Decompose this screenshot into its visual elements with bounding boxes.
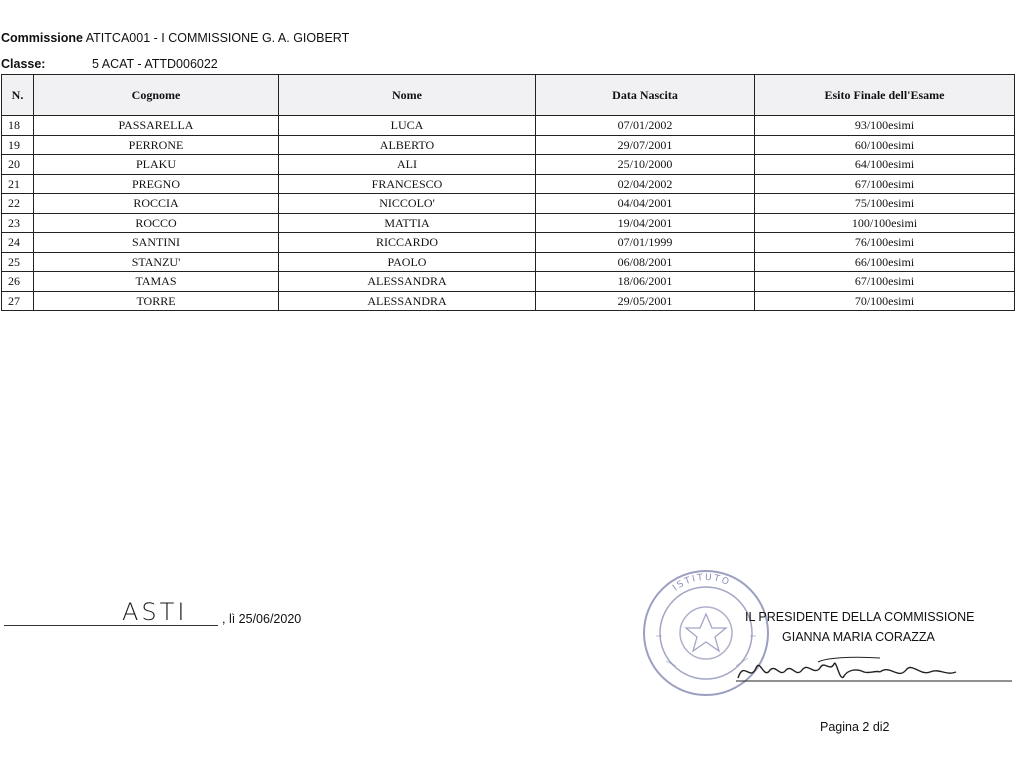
surname-cell: ROCCO — [34, 213, 279, 233]
table-row — [2, 291, 1015, 311]
table-body — [2, 116, 1015, 311]
column-header: Cognome — [34, 75, 279, 116]
surname-cell: TORRE — [34, 291, 279, 311]
birth-date-cell: 07/01/2002 — [536, 116, 755, 136]
class-label: Classe: — [1, 57, 46, 71]
place-underline — [4, 625, 218, 626]
column-header: N. — [2, 75, 34, 116]
surname-cell: STANZU' — [34, 252, 279, 272]
class-value: 5 ACAT - ATTD006022 — [92, 57, 218, 71]
handwritten-place: ASTI — [122, 598, 188, 626]
birth-date-cell: 06/08/2001 — [536, 252, 755, 272]
birth-date-cell: 07/01/1999 — [536, 233, 755, 253]
first-name-cell: ALBERTO — [279, 135, 536, 155]
final-grade-cell: 67/100esimi — [755, 174, 1015, 194]
surname-cell: PLAKU — [34, 155, 279, 175]
commission-value: ATITCA001 - I COMMISSIONE G. A. GIOBERT — [85, 31, 350, 45]
table-row — [2, 116, 1015, 136]
birth-date-cell: 25/10/2000 — [536, 155, 755, 175]
first-name-cell: MATTIA — [279, 213, 536, 233]
first-name-cell: NICCOLO' — [279, 194, 536, 214]
column-header: Data Nascita — [536, 75, 755, 116]
final-grade-cell: 76/100esimi — [755, 233, 1015, 253]
table-row — [2, 174, 1015, 194]
row-number-cell: 20 — [2, 155, 34, 175]
handwritten-signature — [730, 650, 1020, 690]
class-line — [1, 57, 218, 71]
final-grade-cell: 60/100esimi — [755, 135, 1015, 155]
column-header: Nome — [279, 75, 536, 116]
table-row — [2, 135, 1015, 155]
surname-cell: PREGNO — [34, 174, 279, 194]
row-number-cell: 18 — [2, 116, 34, 136]
commission-label: Commissione — [1, 31, 83, 45]
page-number: Pagina 2 di2 — [820, 720, 890, 734]
final-grade-cell: 100/100esimi — [755, 213, 1015, 233]
birth-date-cell: 18/06/2001 — [536, 272, 755, 292]
birth-date-cell: 04/04/2001 — [536, 194, 755, 214]
results-table — [1, 74, 1015, 311]
stamp-text: ISTITUTO — [671, 572, 732, 594]
first-name-cell: LUCA — [279, 116, 536, 136]
place-date: , lì 25/06/2020 — [222, 612, 302, 626]
surname-cell: ROCCIA — [34, 194, 279, 214]
column-header: Esito Finale dell'Esame — [755, 75, 1015, 116]
surname-cell: SANTINI — [34, 233, 279, 253]
first-name-cell: ALI — [279, 155, 536, 175]
birth-date-cell: 29/07/2001 — [536, 135, 755, 155]
final-grade-cell: 70/100esimi — [755, 291, 1015, 311]
final-grade-cell: 67/100esimi — [755, 272, 1015, 292]
table-header-row — [2, 75, 1015, 116]
first-name-cell: ALESSANDRA — [279, 272, 536, 292]
commission-line — [1, 31, 349, 45]
row-number-cell: 27 — [2, 291, 34, 311]
final-grade-cell: 66/100esimi — [755, 252, 1015, 272]
first-name-cell: PAOLO — [279, 252, 536, 272]
surname-cell: PERRONE — [34, 135, 279, 155]
birth-date-cell: 29/05/2001 — [536, 291, 755, 311]
row-number-cell: 19 — [2, 135, 34, 155]
row-number-cell: 22 — [2, 194, 34, 214]
row-number-cell: 24 — [2, 233, 34, 253]
surname-cell: PASSARELLA — [34, 116, 279, 136]
table-row — [2, 213, 1015, 233]
table-row — [2, 155, 1015, 175]
row-number-cell: 23 — [2, 213, 34, 233]
first-name-cell: ALESSANDRA — [279, 291, 536, 311]
row-number-cell: 21 — [2, 174, 34, 194]
first-name-cell: RICCARDO — [279, 233, 536, 253]
president-name: GIANNA MARIA CORAZZA — [782, 630, 935, 644]
final-grade-cell: 93/100esimi — [755, 116, 1015, 136]
birth-date-cell: 02/04/2002 — [536, 174, 755, 194]
table-row — [2, 194, 1015, 214]
row-number-cell: 25 — [2, 252, 34, 272]
surname-cell: TAMAS — [34, 272, 279, 292]
table-row — [2, 252, 1015, 272]
first-name-cell: FRANCESCO — [279, 174, 536, 194]
president-title: IL PRESIDENTE DELLA COMMISSIONE — [745, 610, 975, 624]
table-row — [2, 233, 1015, 253]
table-row — [2, 272, 1015, 292]
row-number-cell: 26 — [2, 272, 34, 292]
birth-date-cell: 19/04/2001 — [536, 213, 755, 233]
final-grade-cell: 75/100esimi — [755, 194, 1015, 214]
final-grade-cell: 64/100esimi — [755, 155, 1015, 175]
